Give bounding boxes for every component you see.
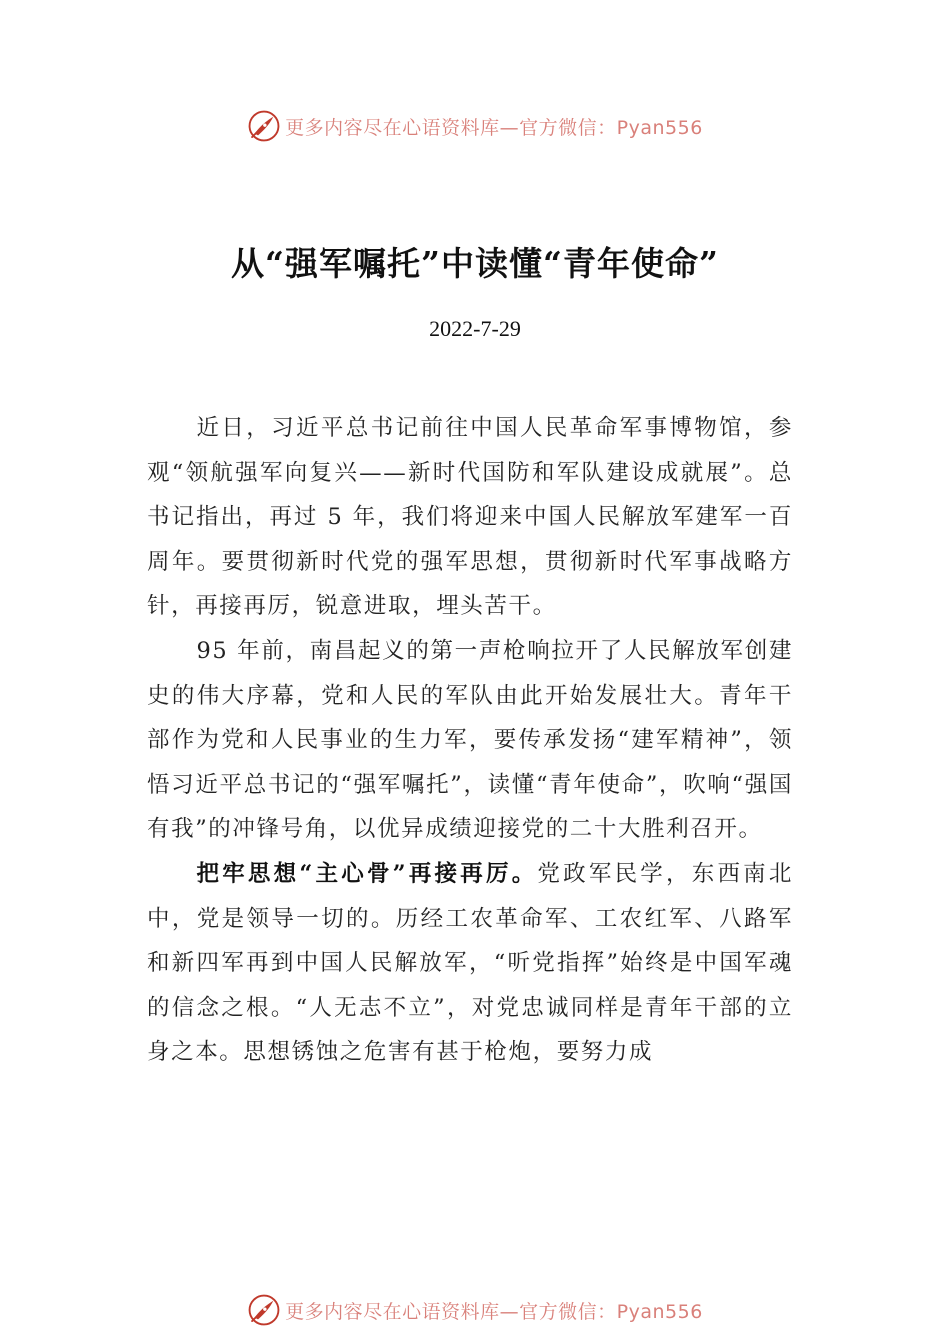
paragraph-text: 党政军民学，东西南北中，党是领导一切的。历经工农革命军、工农红军、八路军和新四军再到中国人民解放军，“听党指挥”始终是中国军魂的信念之根。“人无志不立”，对党忠诚同样是青年干部的立身之本。思想锈蚀之危害有甚于枪炮，要努力成 [147,860,793,1066]
article-body [147,406,793,1075]
article-date: 2022-7-29 [429,316,521,341]
paragraph-text: 近日，习近平总书记前往中国人民革命军事博物馆，参观“领航强军向复兴——新时代国防和军队建设成就展”。总书记指出，再过 5 年，我们将迎来中国人民解放军建军一百周年。要贯彻新时代党的强军思想，贯彻新时代军事战略方针，再接再厉，锐意进取，埋头苦干。 [147,415,793,620]
paragraph [147,629,793,852]
article-title: 从“强军嘱托”中读懂“青年使命” [231,244,719,283]
watermark-text: 更多内容尽在心语资料库—官方微信：Pyan556 [285,116,703,139]
pen-nib-logo-icon [247,1293,281,1327]
watermark-text: 更多内容尽在心语资料库—官方微信：Pyan556 [285,1300,703,1323]
paragraph-lead-heading: 把牢思想“主心骨”再接再厉。 [196,860,538,887]
watermark-header [0,106,950,146]
paragraph-text: 95 年前，南昌起义的第一声枪响拉开了人民解放军创建史的伟大序幕，党和人民的军队由此开始发展壮大。青年干部作为党和人民事业的生力军，要传承发扬“建军精神”，领悟习近平总书记的“强军嘱托”，读懂“青年使命”，吹响“强国有我”的冲锋号角，以优异成绩迎接党的二十大胜利召开。 [147,637,793,843]
pen-nib-logo-icon [247,109,281,143]
paragraph [147,406,793,629]
watermark-footer [0,1290,950,1330]
paragraph [147,852,793,1075]
